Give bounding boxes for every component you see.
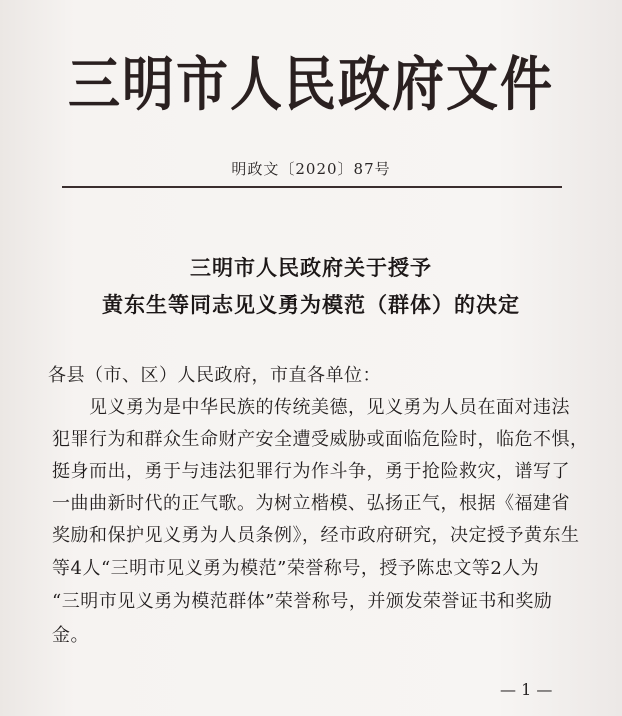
paragraph-line: 金。 [52, 625, 89, 646]
paragraph-line: 犯罪行为和群众生命财产安全遭受威胁或面临危险时，临危不惧， [52, 429, 589, 450]
title-line-1: 三明市人民政府关于授予 [190, 255, 432, 280]
paragraph-line: 见义勇为是中华民族的传统美德，见义勇为人员在面对违法 [52, 397, 570, 418]
page-number: — 1 — [500, 680, 553, 699]
paragraph-line: 奖励和保护见义勇为人员条例》，经市政府研究，决定授予黄东生 [52, 525, 580, 546]
document-number: 明政文〔2020〕87号 [231, 160, 391, 178]
salutation: 各县（市、区）人民政府，市直各单位： [48, 365, 381, 386]
paragraph-line: 等4人“三明市见义勇为模范”荣誉称号，授予陈忠文等2人为 [52, 558, 540, 579]
paragraph-line: “三明市见义勇为模范群体”荣誉称号，并颁发荣誉证书和奖励 [52, 591, 553, 612]
issuer-header: 三明市人民政府文件 [67, 50, 554, 120]
paragraph-line: 挺身而出，勇于与违法犯罪行为作斗争，勇于抢险救灾，谱写了 [52, 461, 570, 482]
paragraph-line: 一曲曲新时代的正气歌。为树立楷模、弘扬正气，根据《福建省 [52, 493, 570, 514]
title-line-2: 黄东生等同志见义勇为模范（群体）的决定 [102, 292, 520, 317]
header-divider [62, 186, 562, 188]
